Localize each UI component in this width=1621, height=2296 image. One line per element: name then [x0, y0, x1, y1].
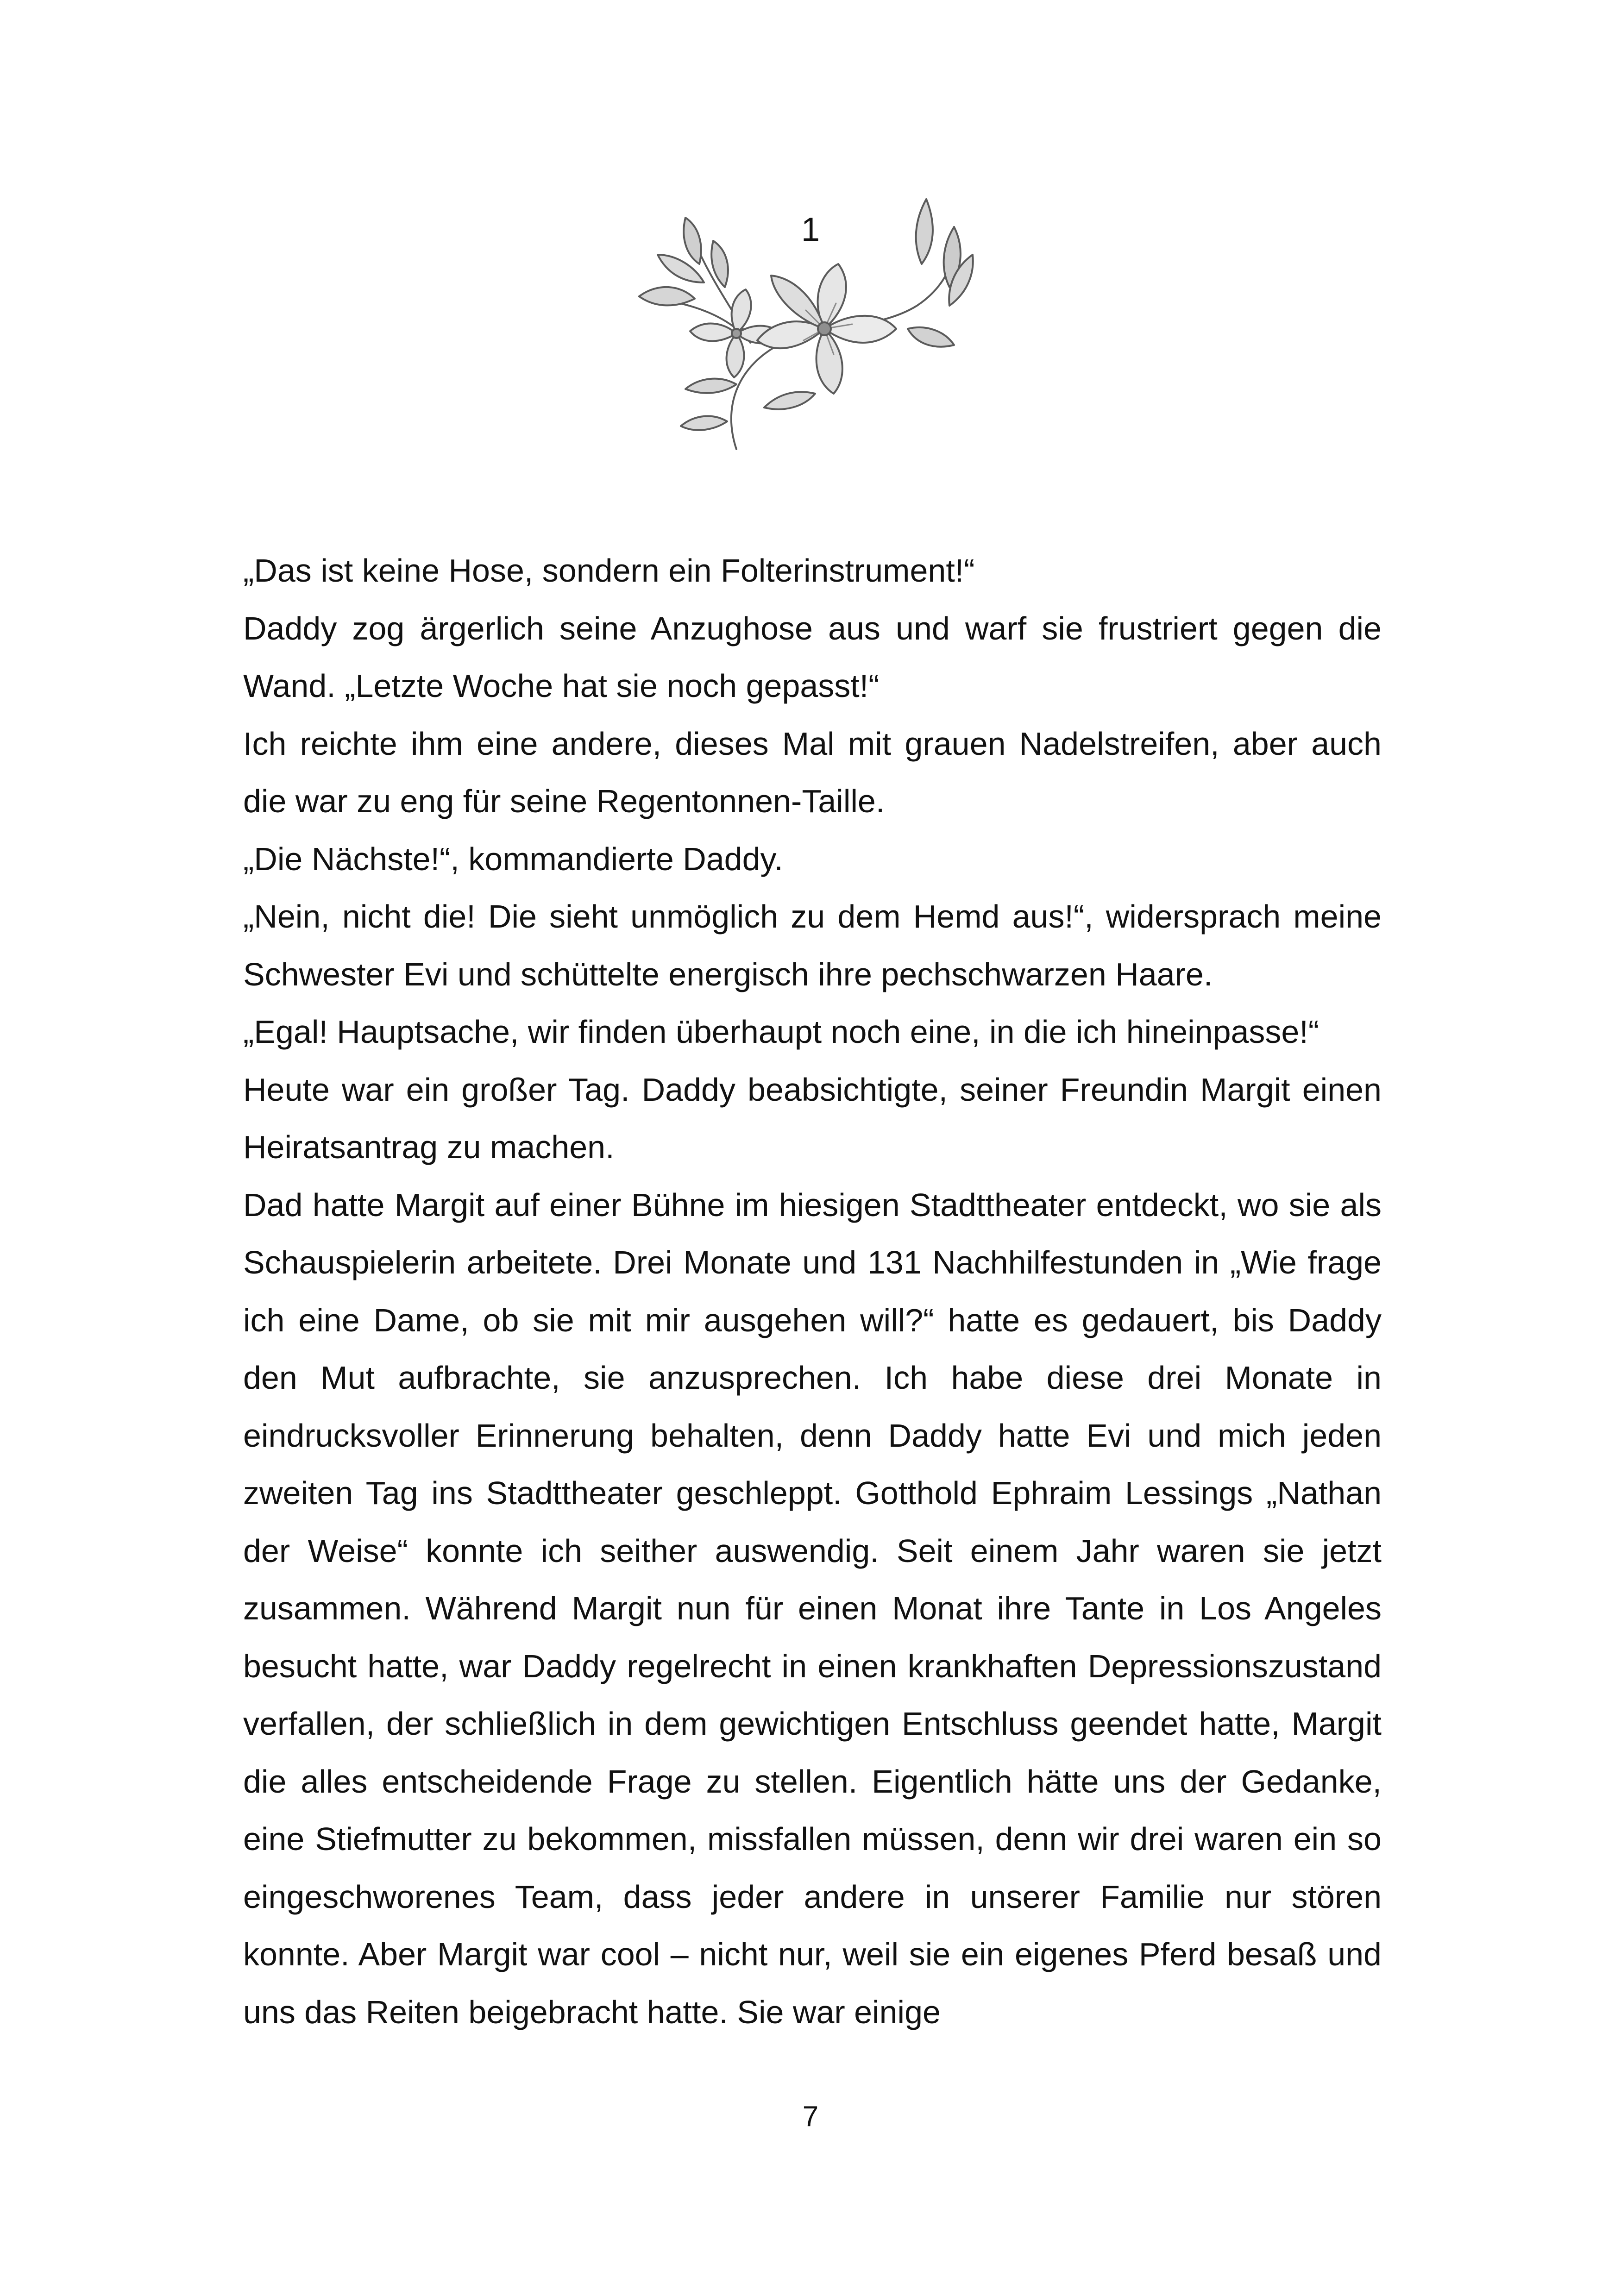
paragraph: Heute war ein großer Tag. Daddy beabsichtigte, seiner Freundin Margit einen Heiratsantrag zu machen. [243, 1071, 1382, 1165]
body-text [243, 542, 1382, 2041]
paragraph: Daddy zog ärgerlich seine Anzughose aus und warf sie frustriert gegen die Wand. „Letzte Woche hat sie noch gepasst!“ [243, 610, 1382, 704]
paragraph: „Das ist keine Hose, sondern ein Folterinstrument!“ [243, 552, 975, 589]
paragraph: „Nein, nicht die! Die sieht unmöglich zu dem Hemd aus!“, widersprach meine Schwester Evi und schüttelte energisch ihre pechschwarzen Haare. [243, 898, 1382, 992]
paragraph: Dad hatte Margit auf einer Bühne im hiesigen Stadttheater entdeckt, wo sie als Schauspielerin arbeitete. Drei Monate und 131 Nachhilfestunden in „Wie frage ich eine Dame, ob sie mit mir ausgehen will?“ hatte es gedauert, bis Daddy den Mut aufbrachte, sie anzusprechen. Ich habe diese drei Monate in eindrucksvoller Erinnerung behalten, denn Daddy hatte Evi und mich jeden zweiten Tag ins Stadttheater geschleppt. Gotthold Ephraim Lessings „Nathan der Weise“ konnte ich seither auswendig. Seit einem Jahr waren sie jetzt zusammen. Während Margit nun für einen Monat ihre Tante in Los Angeles besucht hatte, war Daddy regelrecht in einen krankhaften Depressionszustand verfallen, der schließlich in dem gewichtigen Entschluss geendet hatte, Margit die alles entscheidende Frage zu stellen. Eigentlich hätte uns der Gedanke, eine Stiefmutter zu bekommen, missfallen müssen, denn wir drei waren ein so eingeschworenes Team, dass jeder andere in unserer Familie nur stören konnte. Aber Margit war cool – nicht nur, weil sie ein eigenes Pferd besaß und uns das Reiten beigebracht hatte. Sie war einige [243, 1186, 1382, 2030]
paragraph: „Die Nächste!“, kommandierte Daddy. [243, 841, 783, 877]
paragraph: Ich reichte ihm eine andere, dieses Mal mit grauen Nadelstreifen, aber auch die war zu eng für seine Regentonnen-Taille. [243, 725, 1382, 819]
paragraph: „Egal! Hauptsache, wir finden überhaupt noch eine, in die ich hineinpasse!“ [243, 1014, 1319, 1050]
chapter-number: 1 [801, 211, 820, 248]
page-number: 7 [802, 2101, 819, 2133]
